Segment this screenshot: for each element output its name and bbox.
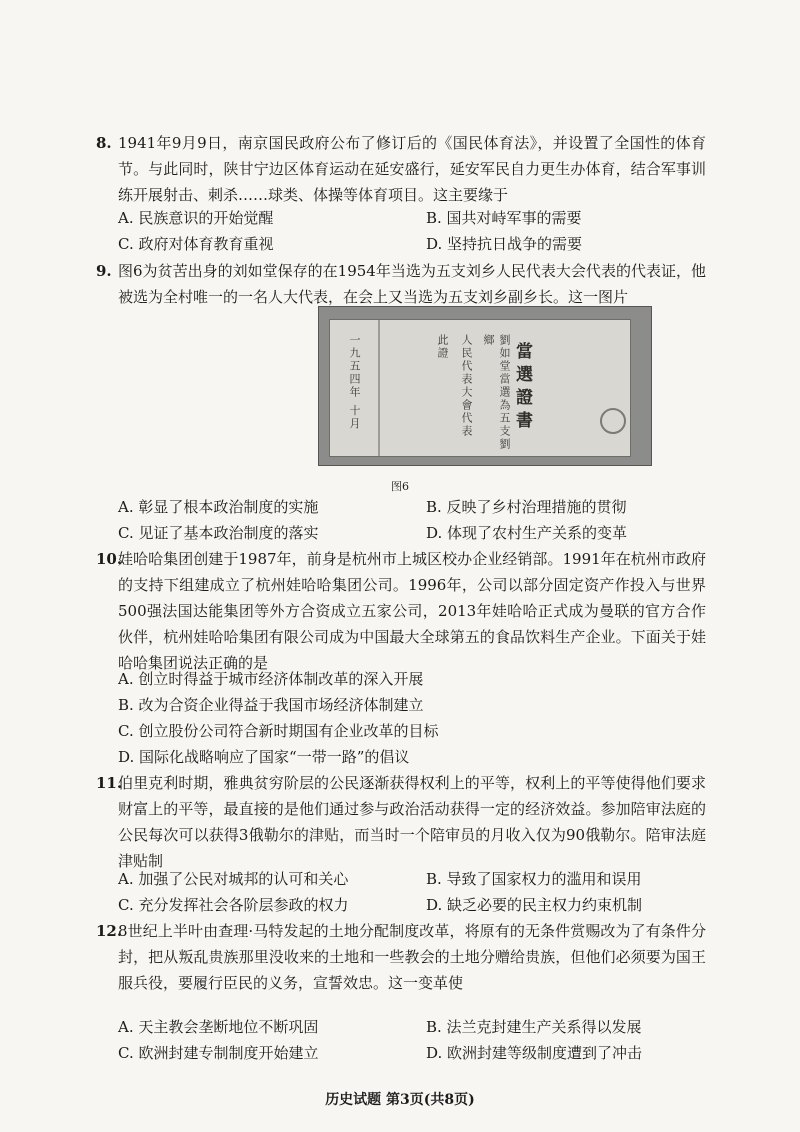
- certificate-text-col2: 人民代表大會代表: [460, 334, 473, 438]
- option-c[interactable]: C. 充分发挥社会各阶层参政的权力: [118, 896, 349, 914]
- certificate-photo: [318, 306, 652, 466]
- options-row: [118, 494, 718, 520]
- option-c[interactable]: C. 欧洲封建专制制度开始建立: [118, 1044, 319, 1062]
- options-row: [118, 1014, 718, 1040]
- option-b[interactable]: B. 国共对峙军事的需要: [426, 209, 582, 227]
- option-d[interactable]: D. 缺乏必要的民主权力约束机制: [426, 896, 643, 914]
- options-row: [118, 231, 718, 257]
- options-row: [118, 520, 718, 546]
- certificate-date: 一九五四年 十月: [348, 334, 361, 431]
- question-stem: 娃哈哈集团创建于1987年，前身是杭州市上城区校办企业经销部。1991年在杭州市政府的支持下组建成立了杭州娃哈哈集团公司。1996年，公司以部分固定资产作投入与世界500强法国达能集团等外方合资成立五家公司，2013年娃哈哈正式成为曼联的官方合作伙伴，杭州娃哈哈集团有限公司成为中国最大全球第五的食品饮料生产企业。下面关于娃哈哈集团说法正确的是: [118, 550, 706, 672]
- question-stem: 图6为贫苦出身的刘如堂保存的在1954年当选为五支刘乡人民代表大会代表的代表证，他被选为全村唯一的一名人大代表，在会上又当选为五支刘乡副乡长。这一图片: [118, 262, 706, 306]
- option-a[interactable]: A. 民族意识的开始觉醒: [118, 209, 274, 227]
- option-c[interactable]: C. 政府对体育教育重视: [118, 235, 274, 253]
- option-b[interactable]: B. 反映了乡村治理措施的贯彻: [426, 498, 627, 516]
- option-b[interactable]: B. 导致了国家权力的滥用和误用: [426, 870, 642, 888]
- option-a[interactable]: A. 加强了公民对城邦的认可和关心: [118, 870, 349, 888]
- page-footer: 历史试题 第3页(共8页): [325, 1092, 475, 1108]
- certificate: [329, 319, 631, 457]
- option-a[interactable]: A. 天主教会垄断地位不断巩固: [118, 1018, 319, 1036]
- option-d[interactable]: D. 国际化战略响应了国家“一带一路”的倡议: [118, 748, 410, 766]
- question-number: 9.: [96, 262, 112, 280]
- options-row: [118, 1040, 718, 1066]
- certificate-text-col3: 此證: [436, 334, 449, 360]
- question-stem: 1941年9月9日，南京国民政府公布了修订后的《国民体育法》，并设置了全国性的体育节。与此同时，陕甘宁边区体育运动在延安盛行，延安军民自力更生办体育，结合军事训练开展射击、刺杀……球类、体操等体育项目。这主要缘于: [118, 134, 706, 204]
- question-9: [96, 258, 706, 310]
- options-row: [118, 205, 718, 231]
- option-b[interactable]: B. 改为合资企业得益于我国市场经济体制建立: [118, 696, 424, 714]
- question-stem: 8世纪上半叶由查理·马特发起的土地分配制度改革，将原有的无条件赏赐改为了有条件分封，把从叛乱贵族那里没收来的土地和一些教会的土地分赠给贵族，但他们必须要为国王服兵役，要履行臣民的义务，宣誓效忠。这一变革使: [118, 922, 706, 992]
- option-d[interactable]: D. 坚持抗日战争的需要: [426, 235, 583, 253]
- question-10: [96, 546, 706, 676]
- question-8: [96, 130, 706, 208]
- question-number: 8.: [96, 134, 112, 152]
- question-stem: 伯里克利时期，雅典贫穷阶层的公民逐渐获得权利上的平等，权利上的平等使得他们要求财富上的平等，最直接的是他们通过参与政治活动获得一定的经济效益。参加陪审法庭的公民每次可以获得3俄勒尔的津贴，而当时一个陪审员的月收入仅为90俄勒尔。陪审法庭津贴制: [118, 774, 706, 870]
- figure-caption: 图6: [391, 480, 409, 493]
- certificate-text-col1: 劉如堂當選為五支劉鄉: [482, 334, 511, 451]
- option-a[interactable]: A. 彰显了根本政治制度的实施: [118, 498, 319, 516]
- option-c[interactable]: C. 创立股份公司符合新时期国有企业改革的目标: [118, 722, 439, 740]
- question-11: [96, 770, 706, 874]
- options-row: [118, 866, 718, 892]
- option-c[interactable]: C. 见证了基本政治制度的落实: [118, 524, 319, 542]
- option-a[interactable]: A. 创立时得益于城市经济体制改革的深入开展: [118, 670, 424, 688]
- option-d[interactable]: D. 欧洲封建等级制度遭到了冲击: [426, 1044, 643, 1062]
- option-d[interactable]: D. 体现了农村生产关系的变革: [426, 524, 628, 542]
- question-number: 11.: [96, 774, 123, 792]
- question-number: 12.: [96, 922, 123, 940]
- question-number: 10.: [96, 550, 123, 568]
- options-row: [118, 892, 718, 918]
- fold-line: [378, 320, 380, 456]
- question-12: [96, 918, 706, 996]
- seal-icon: [600, 408, 626, 434]
- certificate-title: 當選證書: [512, 342, 532, 434]
- option-b[interactable]: B. 法兰克封建生产关系得以发展: [426, 1018, 642, 1036]
